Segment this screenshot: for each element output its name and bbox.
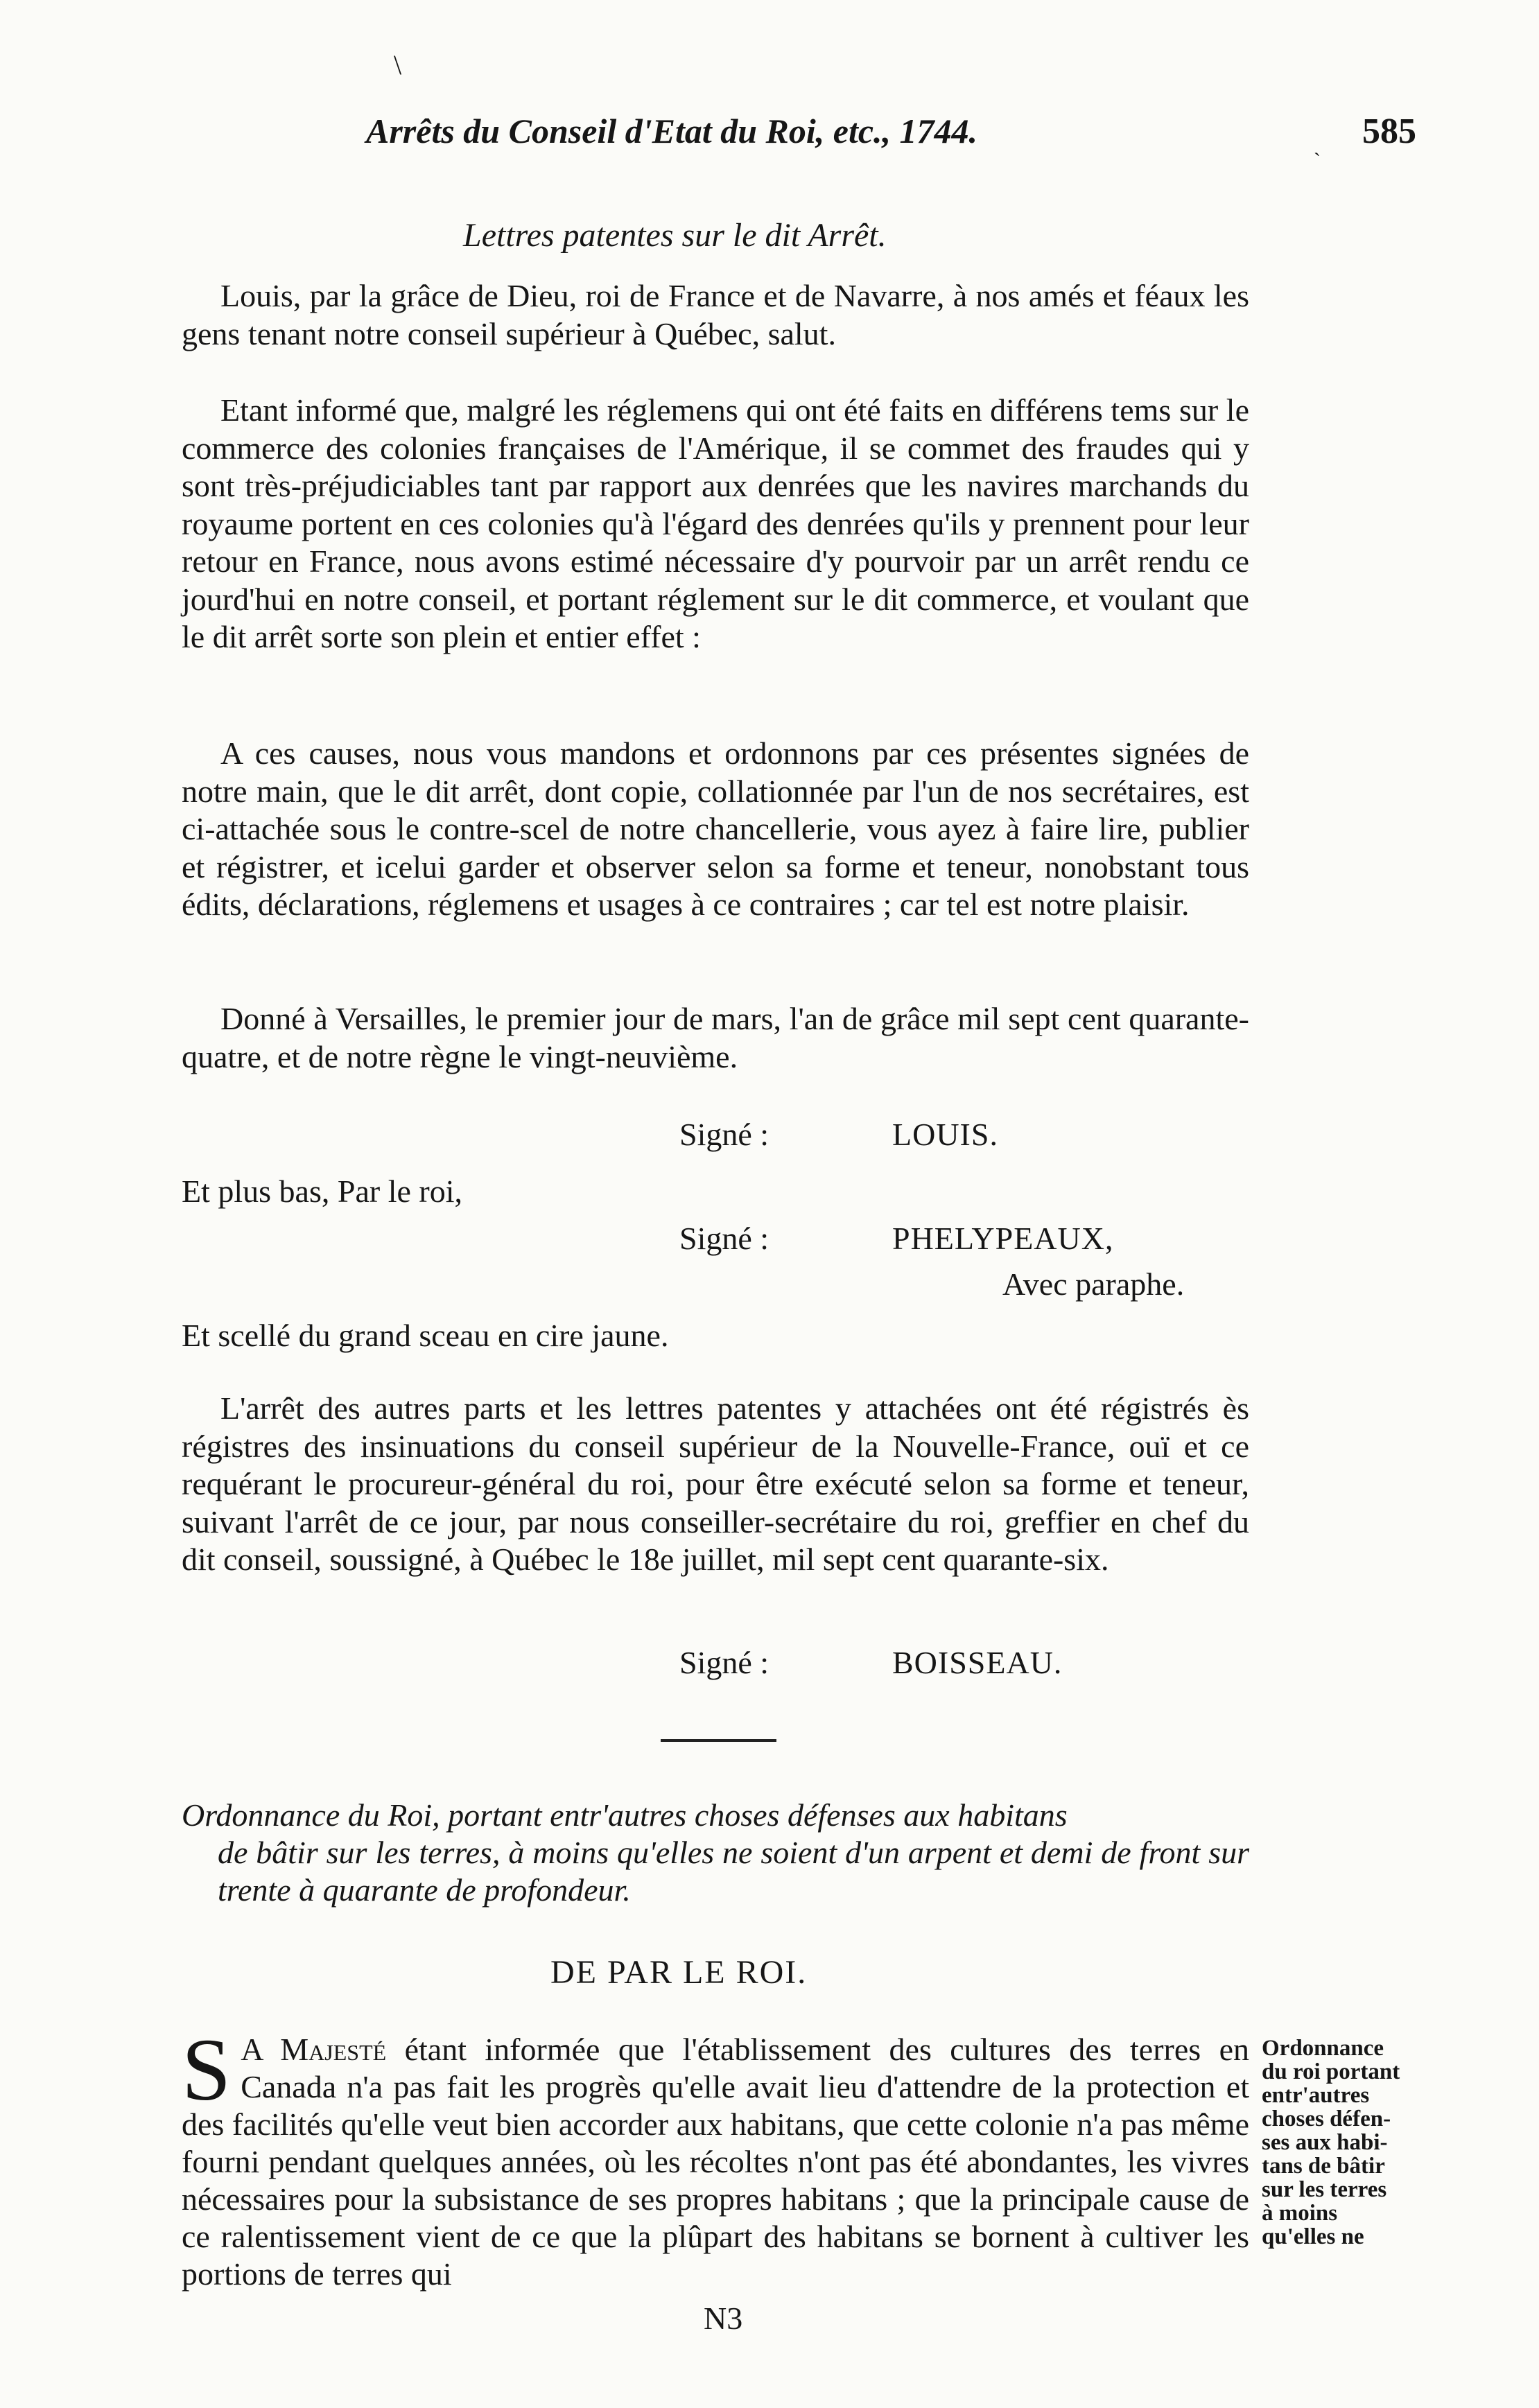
paragraph-salutation: Louis, par la grâce de Dieu, roi de France et de Navarre, à nos amés et féaux les gens tenant notre conseil supérieur à Québec, salut. xyxy=(182,278,1249,351)
signe-label-1: Signé : xyxy=(679,1117,770,1152)
section-divider xyxy=(661,1739,776,1742)
signature-phelypeaux: PHELYPEAUX, xyxy=(892,1221,1114,1256)
margin-note: Ordonnance du roi portant entr'autres choses défen- ses aux habi- tans de bâtir sur les terres à moins qu'elles ne xyxy=(1262,2036,1400,2249)
section-subtitle: Lettres patentes sur le dit Arrêt. xyxy=(463,217,887,254)
ordonnance-title xyxy=(182,1797,1249,1909)
seal-line: Et scellé du grand sceau en cire jaune. xyxy=(182,1318,669,1353)
plus-bas-line: Et plus bas, Par le roi, xyxy=(182,1174,462,1209)
paragraph-done: Donné à Versailles, le premier jour de mars, l'an de grâce mil sept cent quarante-quatre, et de notre règne le vingt-neuvième. xyxy=(182,1001,1249,1074)
stray-mark-2: ` xyxy=(1314,149,1321,172)
ordonnance-title-line-1: Ordonnance du Roi, portant entr'autres choses défenses aux habitans xyxy=(182,1797,1068,1833)
signature-louis: LOUIS. xyxy=(892,1117,998,1152)
stray-mark: \ xyxy=(394,49,402,80)
de-par-le-roi-heading: DE PAR LE ROI. xyxy=(550,1954,808,1991)
signe-label-2: Signé : xyxy=(679,1221,770,1256)
paragraph-registration: L'arrêt des autres parts et les lettres patentes y attachées ont été régistrés ès régistres des insinuations du conseil supérieur de la Nouvelle-France, ouï et ce requérant le procureur-général du roi, pour être exécuté selon sa forme et teneur, suivant l'arrêt de ce jour, par nous conseiller-secrétaire du roi, greffier en chef du dit conseil, soussigné, à Québec le 18e juillet, mil sept cent quarante-six. xyxy=(182,1390,1249,1577)
signe-label-3: Signé : xyxy=(679,1645,770,1680)
main-text: étant informée que l'établissement des cultures des terres en Canada n'a pas fait les progrès qu'elle avait lieu d'attendre de la protection et des facilités qu'elle veut bien accorder aux habitans, que cette colonie n'a pas même fourni pendant quelques années, où les récoltes n'ont pas été abondantes, les vivres nécessaires pour la subsistance de ses propres habitans ; que la principale cause de ce ralentissement vient de ce que la plûpart des habitans se bornent à cultiver les portions de terres qui xyxy=(182,2032,1249,2292)
main-first-word: A Majesté xyxy=(241,2032,387,2067)
main-paragraph xyxy=(182,2021,1249,2293)
drop-cap: S xyxy=(182,2021,232,2119)
ordonnance-title-rest: de bâtir sur les terres, à moins qu'elles ne soient d'un arpent et demi de front sur trente à quarante de profondeur. xyxy=(218,1835,1249,1908)
signature-mark: N3 xyxy=(704,2301,743,2336)
paragraph-causes: A ces causes, nous vous mandons et ordonnons par ces présentes signées de notre main, que le dit arrêt, dont copie, collationnée par l'un de nos secrétaires, est ci-attachée sous le contre-scel de notre chancellerie, vous ayez à faire lire, publier et régistrer, et icelui garder et observer selon sa forme et teneur, nonobstant tous édits, déclarations, réglemens et usages à ce contraires ; car tel est notre plaisir. xyxy=(182,735,1249,922)
signature-boisseau: BOISSEAU. xyxy=(892,1645,1063,1680)
running-header: Arrêts du Conseil d'Etat du Roi, etc., 1744. xyxy=(366,112,978,150)
paragraph-preamble: Etant informé que, malgré les réglemens qui ont été faits en différens tems sur le commerce des colonies françaises de l'Amérique, il se commet des fraudes qui y sont très-préjudiciables tant par rapport aux denrées que les navires marchands du royaume portent en ces colonies qu'à l'égard des denrées qu'ils y prennent pour leur retour en France, nous avons estimé nécessaire d'y pourvoir par un arrêt rendu ce jourd'hui en notre conseil, et portant réglement sur le dit commerce, et voulant que le dit arrêt sorte son plein et entier effet : xyxy=(182,392,1249,654)
paraphe-note: Avec paraphe. xyxy=(1002,1266,1185,1302)
page-number: 585 xyxy=(1362,112,1416,151)
